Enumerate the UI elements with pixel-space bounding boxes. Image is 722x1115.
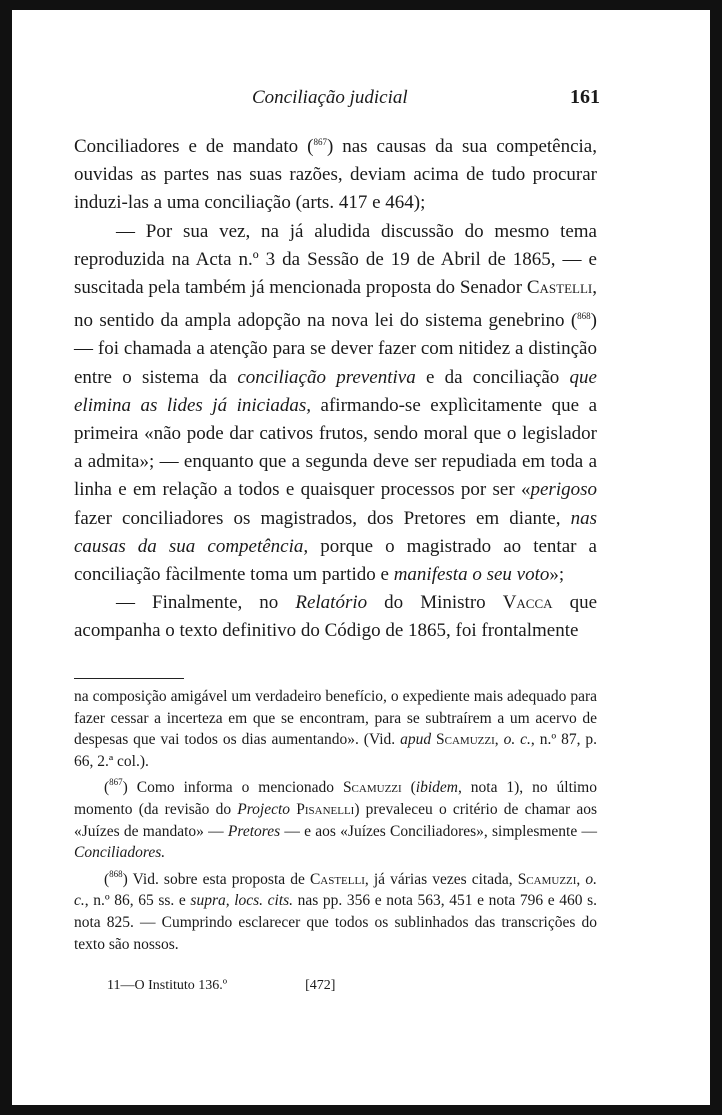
page [12,10,710,1105]
page-header [74,86,600,109]
footnote-continued: na composição amigável um verdadeiro benefício, o expediente mais adequado para fazer cessar a incerteza em que se encontram, para se subtraírem a um acervo de despesas que vai todos os dias aumentando». (Vid. apud Scamuzzi, o. c., n.º 87, p. 66, 2.ª col.). [74,688,598,770]
footnote-ref-867: 867 [313,137,327,147]
paragraph-3: — Finalmente, no Relatório do Ministro Vacca que acompanha o texto definitivo do Código de 1865, foi frontalmente [74,592,598,642]
footnote-867: ($^{867}$) Como informa o mencionado Scamuzzi (ibidem, nota 1), no último momento (da revisão do Projecto Pisanelli) prevaleceu o critério de chamar aos «Juízes de mandato» — Pretores — e aos «Juízes Conciliadores», simplesmente — Conciliadores. [74,777,597,862]
footnote-868: ($^{868}$) Vid. sobre esta proposta de Castelli, já várias vezes citada, Scamuzzi, o. c., n.º 86, 65 ss. e supra, locs. cits. nas pp. 356 e nota 563, 451 e nota 796 e 460 s. nota 825. — Cumprindo esclarecer que todos os sublinhados das transcrições do texto são nossos. [74,868,598,953]
footnotes [74,686,597,955]
paragraph-1: Conciliadores e de mandato ($^{867}$) nas causas da sua competência, ouvidas as partes nas suas razões, deviam acima de tudo procurar induzi-las a uma conciliação (arts. 417 e 464); [74,136,597,214]
printer-signature: 11—O Instituto 136.º [107,978,228,993]
original-page-ref: [472] [305,978,336,993]
footnote-divider [74,678,184,679]
page-footer [107,978,335,994]
name-vacca: Vacca [502,592,553,614]
footnote-ref-868: 868 [577,311,591,322]
page-number: 161 [570,86,600,108]
paragraph-2: — Por sua vez, na já aludida discussão do mesmo tema reproduzida na Acta n.º 3 da Sessão de 19 de Abril de 1865, — e suscitada pela também já mencionada proposta do Senador Castelli, no sentido da ampla adopção na nova lei do sistema genebrino ($^{868}$) — foi chamada a atenção para se dever fazer com nitidez a distinção entre o sistema da conciliação preventiva e da conciliação que elimina as lides já iniciadas, afirmando-se explìcitamente que a primeira «não pode dar cativos frutos, sendo moral que o legislador a admita»; — enquanto que a segunda deve ser repudiada em toda a linha e em relação a todos e quaisquer processos por ser «perigoso fazer conciliadores os magistrados, dos Pretores em diante, nas causas da sua competência, porque o magistrado ao tentar a conciliação fàcilmente toma um partido e manifesta o seu voto»; [74,220,597,586]
name-castelli: Castelli [526,277,593,299]
running-title: Conciliação judicial [252,87,408,108]
body-text [74,128,597,646]
